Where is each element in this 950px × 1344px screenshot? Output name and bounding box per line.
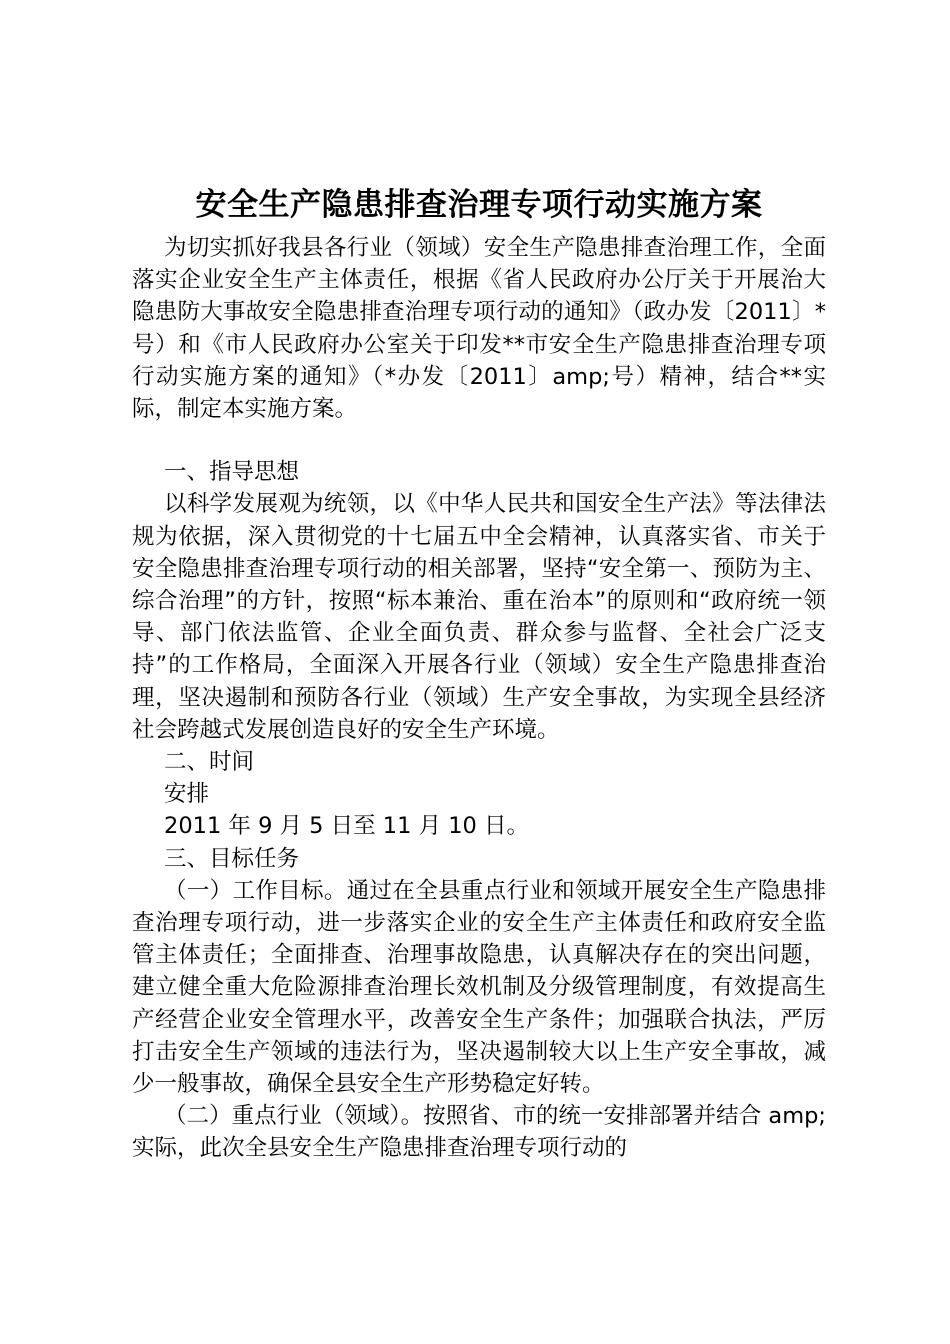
- time-arrangement-label: 安排: [164, 781, 210, 808]
- guiding-ideology-paragraph: 以科学发展观为统领，以《中华人民共和国安全生产法》等法律法规为依据，深入贯彻党的十七届五中全会精神，认真落实省、市关于安全隐患排查治理专项行动的相关部署，坚持“安全第一、预防为主、综合治理”的方针，按照“标本兼治、重在治本”的原则和“政府统一领导、部门依法监管、企业全面负责、群众参与监督、全社会广泛支持”的工作格局，全面深入开展各行业（领域）安全生产隐患排查治理，坚决遏制和预防各行业（领域）生产安全事故，为实现全县经济社会跨越式发展创造良好的安全生产环境。: [132, 491, 826, 743]
- paragraph-spacer: [132, 425, 826, 456]
- section-heading-time: 二、时间: [164, 749, 255, 776]
- document-title: 安全生产隐患排查治理专项行动实施方案: [195, 187, 763, 223]
- section-heading-goals: 三、目标任务: [164, 845, 300, 872]
- work-goal-paragraph: （一）工作目标。通过在全县重点行业和领域开展安全生产隐患排查治理专项行动，进一步落实企业的安全生产主体责任和政府安全监管主体责任；全面排查、治理事故隐患，认真解决存在的突出问题，建立健全重大危险源排查治理长效机制及分级管理制度，有效提高生产经营企业安全管理水平，改善安全生产条件；加强联合执法，严厉打击安全生产领域的违法行为，坚决遏制较大以上生产安全事故，减少一般事故，确保全县安全生产形势稳定好转。: [132, 877, 826, 1098]
- section-heading-guiding-ideology: 一、指导思想: [164, 459, 300, 486]
- key-industries-paragraph: （二）重点行业（领域）。按照省、市的统一安排部署并结合 amp;实际，此次全县安全生产隐患排查治理专项行动的: [132, 1103, 826, 1162]
- time-arrangement-dates: 2011 年 9 月 5 日至 11 月 10 日。: [164, 813, 530, 840]
- intro-paragraph: 为切实抓好我县各行业（领域）安全生产隐患排查治理工作，全面落实企业安全生产主体责任，根据《省人民政府办公厅关于开展治大隐患防大事故安全隐患排查治理专项行动的通知》（政办发〔2011〕*号）和《市人民政府办公室关于印发**市安全生产隐患排查治理专项行动实施方案的通知》（*办发〔2011〕amp;号）精神，结合**实际，制定本实施方案。: [132, 235, 826, 423]
- document-page: [132, 180, 826, 1165]
